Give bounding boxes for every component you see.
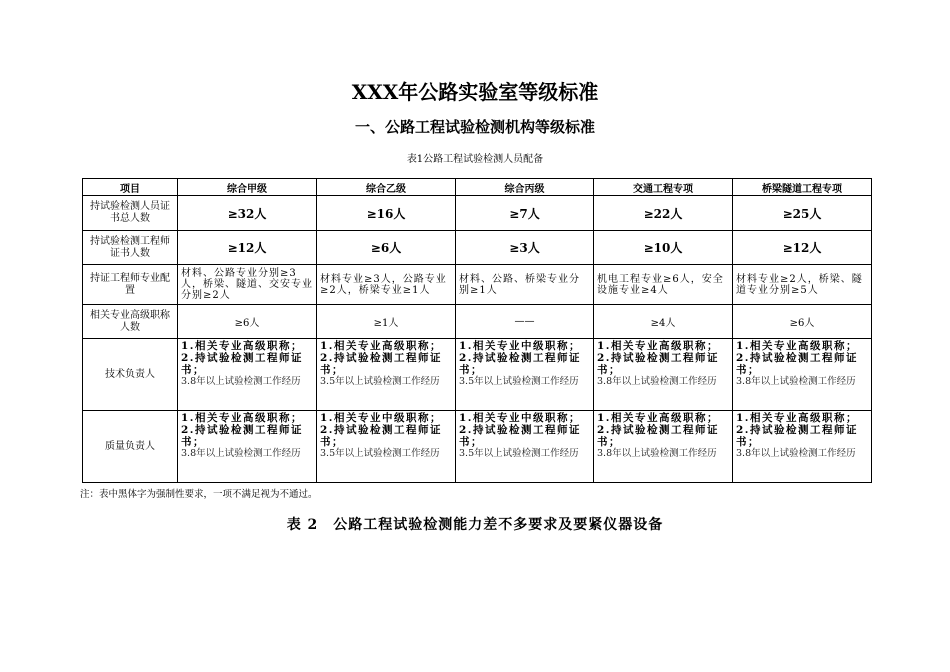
table-cell: 材料、公路、桥梁专业分别≥1人 [456,265,594,305]
req-line-2: 2.持试验检测工程师证书； [597,424,719,448]
table-cell: ≥3人 [456,231,594,265]
req-line-1: 1.相关专业高级职称； [736,340,858,352]
req-line-3: 3.8年以上试验检测工作经历 [597,448,717,459]
table-row [83,339,872,411]
req-line-1: 1.相关专业高级职称； [181,412,303,424]
header-item: 项目 [83,179,178,196]
header-grade-a: 综合甲级 [178,179,317,196]
table-cell: ≥6人 [178,305,317,339]
req-line-2: 2.持试验检测工程师证书； [320,352,442,376]
req-line-1: 1.相关专业高级职称； [736,412,858,424]
req-line-2: 2.持试验检测工程师证书； [736,424,858,448]
req-line-3: 3.8年以上试验检测工作经历 [736,376,856,387]
table-cell [733,339,872,411]
req-line-1: 1.相关专业高级职称； [597,412,719,424]
table-cell: ≥10人 [594,231,733,265]
req-line-3: 3.8年以上试验检测工作经历 [181,376,301,387]
req-line-2: 2.持试验检测工程师证书； [181,424,303,448]
req-line-3: 3.8年以上试验检测工作经历 [597,376,717,387]
req-line-3: 3.5年以上试验检测工作经历 [459,448,579,459]
row-label: 持证工程师专业配置 [83,265,178,305]
table-cell: ≥12人 [178,231,317,265]
row-label: 质量负责人 [83,411,178,483]
staffing-table [82,178,872,483]
table-cell [733,411,872,483]
header-bridge-tunnel: 桥梁隧道工程专项 [733,179,872,196]
table-cell: 材料专业≥2人，桥梁、隧道专业分别≥5人 [733,265,872,305]
req-line-1: 1.相关专业中级职称； [320,412,442,424]
table-header-row [83,179,872,196]
row-label: 技术负责人 [83,339,178,411]
section-title: 一、公路工程试验检测机构等级标准 [354,118,595,136]
row-label: 持试验检测工程师证书人数 [83,231,178,265]
req-line-1: 1.相关专业高级职称； [320,340,442,352]
header-grade-c: 综合丙级 [456,179,594,196]
table-cell [594,411,733,483]
req-line-2: 2.持试验检测工程师证书； [181,352,303,376]
table-row [83,231,872,265]
document-title: XXX年公路实验室等级标准 [351,80,599,104]
req-line-1: 1.相关专业中级职称； [459,412,581,424]
table-cell [178,339,317,411]
req-line-1: 1.相关专业高级职称； [597,340,719,352]
table-cell [317,411,456,483]
req-line-2: 2.持试验检测工程师证书； [459,424,581,448]
req-line-1: 1.相关专业高级职称； [181,340,303,352]
table-cell: 材料、公路专业分别≥3人，桥梁、隧道、交安专业分别≥2人 [178,265,317,305]
table-cell: ≥1人 [317,305,456,339]
req-line-2: 2.持试验检测工程师证书； [736,352,858,376]
table-cell: 机电工程专业≥6人，安全设施专业≥4人 [594,265,733,305]
row-label: 相关专业高级职称人数 [83,305,178,339]
table-cell: ≥4人 [594,305,733,339]
table-cell: ≥22人 [594,196,733,231]
table-note: 注：表中黑体字为强制性要求，一项不满足视为不通过。 [80,489,318,500]
req-line-3: 3.5年以上试验检测工作经历 [320,376,440,387]
table-row [83,305,872,339]
table-cell [456,339,594,411]
table-cell: ≥7人 [456,196,594,231]
table-cell [178,411,317,483]
table-cell: —— [456,305,594,339]
table-cell [456,411,594,483]
table-cell: 材料专业≥3人，公路专业≥2人，桥梁专业≥1人 [317,265,456,305]
header-traffic: 交通工程专项 [594,179,733,196]
table-cell: ≥16人 [317,196,456,231]
table-cell: ≥25人 [733,196,872,231]
req-line-2: 2.持试验检测工程师证书； [320,424,442,448]
table2-title: 表 2 公路工程试验检测能力差不多要求及要紧仪器设备 [286,517,664,533]
row-label: 持试验检测人员证书总人数 [83,196,178,231]
req-line-1: 1.相关专业中级职称； [459,340,581,352]
table-cell [317,339,456,411]
table-cell: ≥6人 [317,231,456,265]
table-row [83,196,872,231]
req-line-3: 3.8年以上试验检测工作经历 [736,448,856,459]
table-cell: ≥6人 [733,305,872,339]
table-row [83,265,872,305]
req-line-2: 2.持试验检测工程师证书； [459,352,581,376]
req-line-2: 2.持试验检测工程师证书； [597,352,719,376]
table-cell [594,339,733,411]
req-line-3: 3.5年以上试验检测工作经历 [320,448,440,459]
header-grade-b: 综合乙级 [317,179,456,196]
table-cell: ≥32人 [178,196,317,231]
table-cell: ≥12人 [733,231,872,265]
table-row [83,411,872,483]
req-line-3: 3.8年以上试验检测工作经历 [181,448,301,459]
req-line-3: 3.5年以上试验检测工作经历 [459,376,579,387]
table-caption: 表1公路工程试验检测人员配备 [406,154,544,165]
